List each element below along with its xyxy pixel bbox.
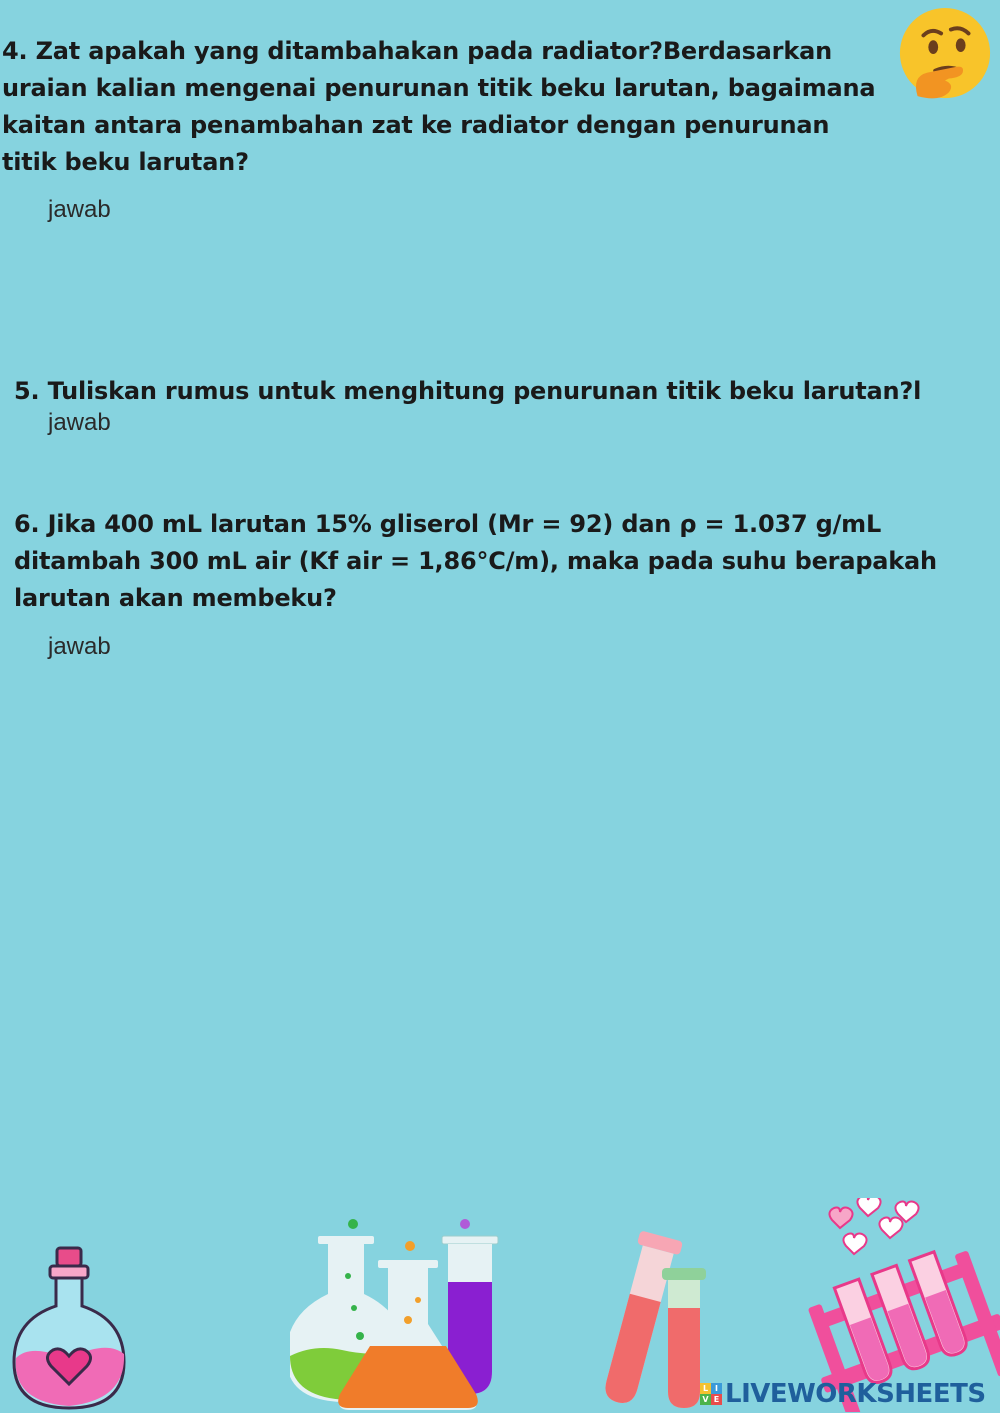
liveworksheets-logo-icon	[700, 1383, 722, 1405]
logo-letter-l: L	[700, 1383, 711, 1394]
question-5	[14, 373, 921, 410]
answer-6-field[interactable]: jawab	[48, 633, 111, 660]
question-4-line-2: uraian kalian mengenai penurunan titik beku larutan, bagaimana	[2, 74, 876, 102]
logo-letter-e: E	[711, 1394, 722, 1405]
question-4-line-1: 4. Zat apakah yang ditambahakan pada radiator?Berdasarkan	[2, 37, 832, 65]
answer-5-field[interactable]: jawab	[48, 409, 111, 436]
question-4-line-3: kaitan antara penambahan zat ke radiator dengan penurunan	[2, 111, 830, 139]
brand-name: LIVEWORKSHEETS	[725, 1379, 986, 1409]
logo-letter-v: V	[700, 1394, 711, 1405]
question-4-line-4: titik beku larutan?	[2, 148, 249, 176]
test-tubes-icon	[588, 1228, 708, 1412]
chemistry-flasks-icon	[290, 1216, 505, 1412]
question-6	[14, 506, 937, 617]
heart-potion-icon	[10, 1246, 130, 1412]
liveworksheets-brand[interactable]	[700, 1378, 986, 1410]
thinking-face-icon	[896, 6, 994, 104]
question-6-line-1: 6. Jika 400 mL larutan 15% gliserol (Mr = 92) dan ρ = 1.037 g/mL	[14, 510, 882, 538]
question-6-line-3: larutan akan membeku?	[14, 584, 337, 612]
question-6-line-2: ditambah 300 mL air (Kf air = 1,86°C/m), maka pada suhu berapakah	[14, 547, 937, 575]
logo-letter-i: I	[711, 1383, 722, 1394]
answer-4-field[interactable]: jawab	[48, 196, 111, 223]
question-4	[2, 33, 875, 181]
question-5-line-1: 5. Tuliskan rumus untuk menghitung penurunan titik beku larutan?l	[14, 377, 922, 405]
